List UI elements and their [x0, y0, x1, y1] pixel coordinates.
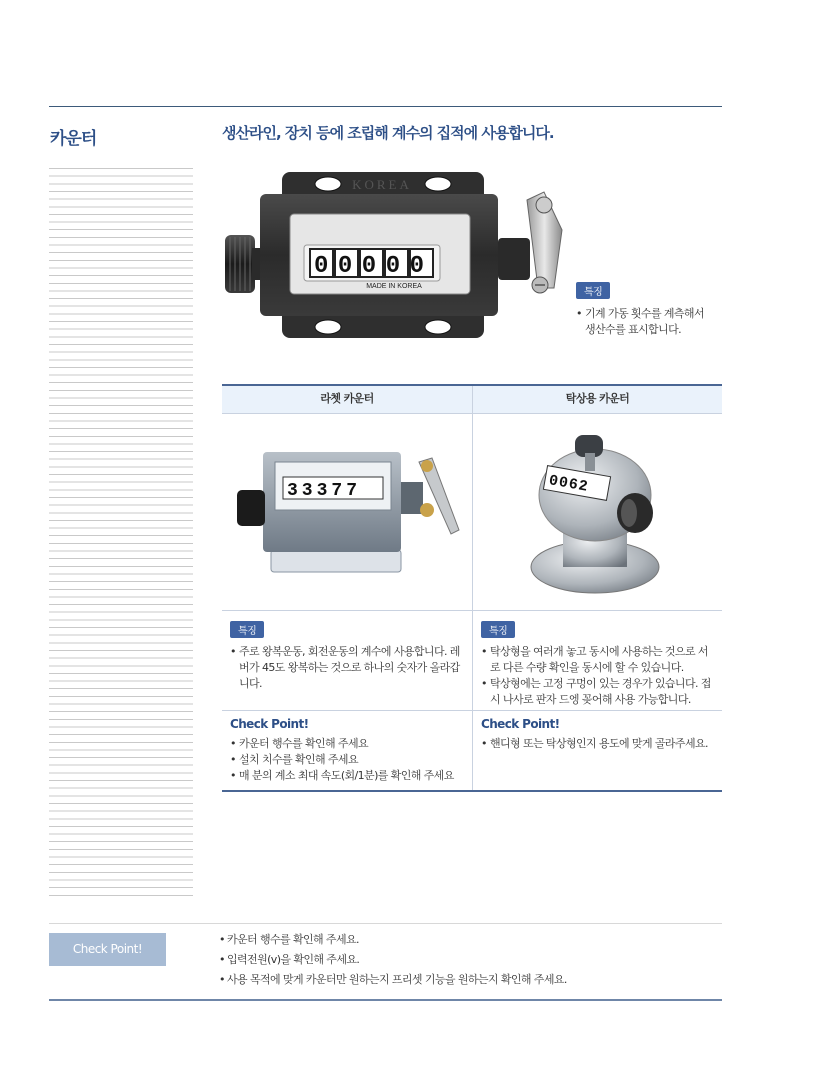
page-headline: 생산라인, 장치 등에 조립해 계수의 집적에 사용합니다. [222, 124, 554, 142]
list-item: • 사용 목적에 맞게 카운터만 원하는지 프리셋 기능을 원하는지 확인해 주세요. [219, 970, 567, 990]
main-feature-box [576, 280, 716, 338]
table-image-row [222, 414, 722, 611]
ratchet-counter-cell [222, 414, 472, 610]
page-title: 카운터 [50, 129, 97, 149]
brand-plate: KOREA [352, 177, 412, 192]
ratchet-checkpoint-list [230, 736, 466, 784]
desk-feature-list [481, 644, 716, 708]
list-item: • 탁상형을 여러개 놓고 동시에 사용하는 것으로 서로 다른 수량 확인을 동시에 할 수 있습니다. [481, 644, 716, 676]
list-item: • 입력전원(v)을 확인해 주세요. [219, 950, 567, 970]
main-feature-list [576, 306, 716, 338]
list-item: • 카운터 행수를 확인해 주세요 [230, 736, 466, 752]
counter-comparison-table [222, 384, 722, 792]
sidebar-lines [49, 168, 193, 896]
desk-counter-cell [472, 414, 722, 610]
list-item: • 기계 가동 횟수를 계측해서 생산수를 표시합니다. [576, 306, 716, 338]
ratchet-feature-list [230, 644, 466, 692]
list-item: • 탁상형에는 고정 구멍이 있는 경우가 있습니다. 접시 나사로 판자 드엥 꽂어해 사용 가능합니다. [481, 676, 716, 708]
table-feature-row [222, 611, 722, 711]
made-in-label: MADE IN KOREA [366, 283, 422, 290]
ratchet-feature-cell [222, 611, 472, 710]
feature-badge: 특징 [230, 621, 264, 638]
check-point-button: Check Point! [49, 933, 166, 966]
desk-counter-photo [523, 427, 673, 597]
stroke-counter-photo [222, 170, 567, 340]
bottom-divider [49, 999, 722, 1001]
desk-feature-cell [472, 611, 722, 710]
table-checkpoint-row [222, 711, 722, 790]
checkpoint-title: Check Point! [230, 717, 309, 731]
ratchet-checkpoint-cell [222, 711, 472, 790]
list-item: • 매 분의 계소 최대 속도(회/1분)를 확인해 주세요 [230, 768, 466, 784]
header-desk-counter: 탁상용 카운터 [472, 386, 722, 413]
header-ratchet-counter: 라쳇 카운터 [222, 386, 472, 413]
list-item: • 카운터 행수를 확인해 주세요. [219, 930, 567, 950]
checkpoint-title: Check Point! [481, 717, 560, 731]
feature-badge: 특징 [481, 621, 515, 638]
list-item: • 설치 치수를 확인해 주세요 [230, 752, 466, 768]
bottom-divider-top [49, 923, 722, 924]
desk-counter-digits: 0062 [547, 472, 590, 496]
ratchet-counter-digits: 33377 [287, 481, 362, 501]
desk-checkpoint-list [481, 736, 716, 752]
list-item: • 주로 왕복운동, 회전운동의 계수에 사용합니다. 레버가 45도 왕복하는 것으로 하나의 숫자가 올라갑니다. [230, 644, 466, 692]
top-divider [49, 106, 722, 107]
main-counter-digits: 00000 [314, 253, 434, 280]
bottom-checkpoint-list [219, 930, 567, 990]
desk-checkpoint-cell [472, 711, 722, 790]
table-header-row [222, 386, 722, 414]
list-item: • 핸디형 또는 탁상형인지 용도에 맞게 골라주세요. [481, 736, 716, 752]
ratchet-counter-photo [227, 442, 467, 582]
feature-badge: 특징 [576, 282, 610, 299]
